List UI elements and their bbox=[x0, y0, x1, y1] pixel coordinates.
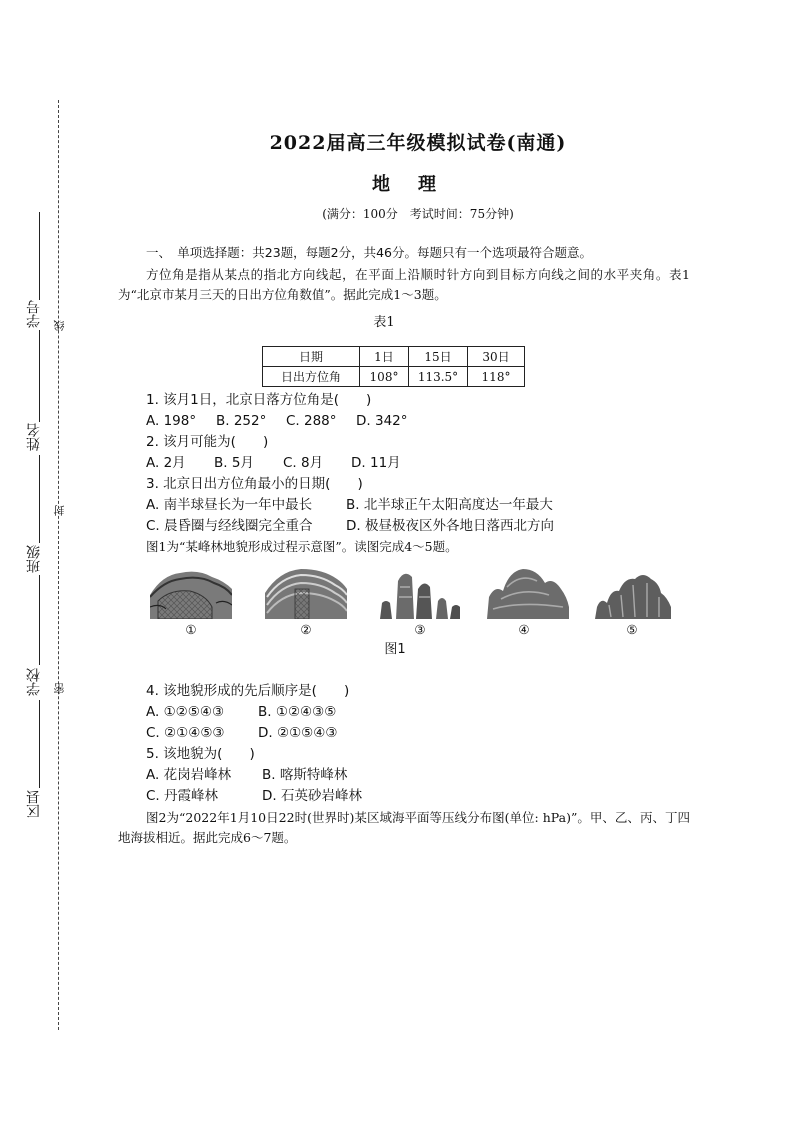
option-d[interactable]: D. 石英砂岩峰林 bbox=[262, 788, 362, 804]
figure-label-5: ⑤ bbox=[626, 622, 638, 637]
figure1-caption: 图1 bbox=[384, 642, 406, 657]
binding-dashed-line bbox=[58, 100, 59, 1030]
landform-stage-1-image bbox=[150, 567, 232, 619]
table-header-row bbox=[263, 347, 525, 367]
option-a[interactable]: A. 南半球昼长为一年中最长 bbox=[146, 497, 313, 513]
sunrise-azimuth-table bbox=[262, 346, 525, 387]
table-cell: 30日 bbox=[468, 347, 525, 367]
table-cell: 日出方位角 bbox=[263, 367, 360, 387]
option-a[interactable]: A. 198° bbox=[146, 413, 197, 429]
option-c[interactable]: C. 288° bbox=[286, 413, 337, 429]
table-caption: 表1 bbox=[373, 315, 395, 330]
option-d[interactable]: D. 11月 bbox=[351, 455, 401, 471]
figure1-intro: 图1为“某峰林地貌形成过程示意图”。读图完成4～5题。 bbox=[146, 539, 458, 554]
district-label: 区县 bbox=[26, 790, 42, 818]
option-a[interactable]: A. 花岗岩峰林 bbox=[146, 767, 232, 783]
question-4-stem: 4. 该地貌形成的先后顺序是( ) bbox=[146, 683, 350, 699]
landform-stage-2-image bbox=[265, 567, 347, 619]
option-b[interactable]: B. 喀斯特峰林 bbox=[262, 767, 348, 783]
option-b[interactable]: B. ①②④③⑤ bbox=[258, 704, 337, 720]
seal-char-secret: 密 bbox=[53, 683, 66, 694]
table-row bbox=[263, 367, 525, 387]
name-label: 姓名 bbox=[26, 423, 42, 451]
landform-stage-4-image bbox=[487, 567, 569, 619]
name-blank[interactable] bbox=[39, 330, 40, 422]
option-b[interactable]: B. 252° bbox=[216, 413, 267, 429]
option-b[interactable]: B. 5月 bbox=[214, 455, 254, 471]
landform-stage-3-image bbox=[378, 567, 462, 619]
option-c[interactable]: C. 晨昏圈与经线圈完全重合 bbox=[146, 518, 313, 534]
class-blank[interactable] bbox=[39, 455, 40, 543]
table-cell: 日期 bbox=[263, 347, 360, 367]
landform-stage-5-image bbox=[595, 567, 671, 619]
table-cell: 108° bbox=[360, 367, 409, 387]
option-c[interactable]: C. 8月 bbox=[283, 455, 324, 471]
seal-char-seal: 封 bbox=[53, 505, 66, 516]
seal-char-line: 线 bbox=[53, 320, 66, 331]
table-cell: 113.5° bbox=[409, 367, 468, 387]
student-id-blank[interactable] bbox=[39, 212, 40, 300]
figure-label-2: ② bbox=[300, 622, 312, 637]
question-1-stem: 1. 该月1日，北京日落方位角是( ) bbox=[146, 392, 372, 408]
option-b[interactable]: B. 北半球正午太阳高度达一年最大 bbox=[346, 497, 553, 513]
option-d[interactable]: D. 342° bbox=[356, 413, 408, 429]
section-heading: 一、 单项选择题：共23题，每题2分，共46分。每题只有一个选项最符合题意。 bbox=[146, 245, 593, 260]
figure-label-4: ④ bbox=[518, 622, 530, 637]
school-label: 学校 bbox=[26, 668, 42, 696]
option-d[interactable]: D. ②①⑤④③ bbox=[258, 725, 338, 741]
figure-label-1: ① bbox=[185, 622, 197, 637]
question-5-stem: 5. 该地貌为( ) bbox=[146, 746, 255, 762]
question-3-stem: 3. 北京日出方位角最小的日期( ) bbox=[146, 476, 363, 492]
table-cell: 15日 bbox=[409, 347, 468, 367]
option-c[interactable]: C. 丹霞峰林 bbox=[146, 788, 219, 804]
option-c[interactable]: C. ②①④⑤③ bbox=[146, 725, 225, 741]
section-intro: 方位角是指从某点的指北方向线起，在平面上沿顺时针方向到目标方向线之间的水平夹角。表1为“北京市某月三天的日出方位角数值”。据此完成1～3题。 bbox=[118, 267, 690, 302]
student-id-label: 学号 bbox=[26, 300, 42, 328]
subject-title: 地理 bbox=[372, 174, 464, 195]
figure-label-3: ③ bbox=[414, 622, 426, 637]
exam-meta: (满分：100分 考试时间：75分钟) bbox=[322, 207, 514, 221]
district-blank[interactable] bbox=[39, 700, 40, 788]
question-2-stem: 2. 该月可能为( ) bbox=[146, 434, 269, 450]
figure2-intro: 图2为“2022年1月10日22时(世界时)某区域海平面等压线分布图(单位: hPa)”。甲、乙、丙、丁四地海拔相近。据此完成6～7题。 bbox=[118, 810, 690, 845]
class-label: 班级 bbox=[26, 545, 42, 573]
table-cell: 118° bbox=[468, 367, 525, 387]
table-cell: 1日 bbox=[360, 347, 409, 367]
exam-title: 2022届高三年级模拟试卷(南通) bbox=[269, 132, 567, 154]
option-a[interactable]: A. ①②⑤④③ bbox=[146, 704, 225, 720]
option-d[interactable]: D. 极昼极夜区外各地日落西北方向 bbox=[346, 518, 554, 534]
option-a[interactable]: A. 2月 bbox=[146, 455, 186, 471]
